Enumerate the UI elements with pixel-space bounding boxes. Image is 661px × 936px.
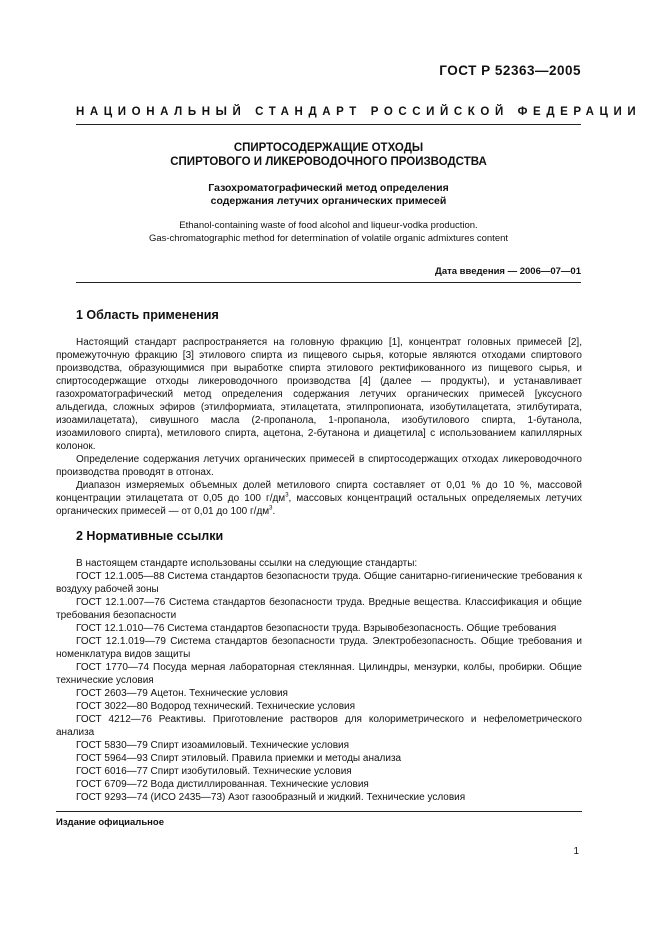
- text-fragment: .: [272, 506, 276, 517]
- header-divider: [76, 124, 581, 125]
- reference-item: ГОСТ 1770—74 Посуда мерная лабораторная стеклянная. Цилиндры, мензурки, колбы, пробирки. Общие технические условия: [56, 662, 582, 686]
- section-1-heading: 1 Область применения: [76, 308, 219, 322]
- introduction-date: Дата введения — 2006—07—01: [435, 266, 581, 277]
- reference-item: ГОСТ 12.1.005—88 Система стандартов безопасности труда. Общие санитарно-гигиенические требования к воздуху рабочей зоны: [56, 571, 582, 595]
- page-number: 1: [573, 846, 579, 857]
- section-2-heading: 2 Нормативные ссылки: [76, 529, 224, 543]
- title-line-1: СПИРТОСОДЕРЖАЩИЕ ОТХОДЫ: [233, 142, 424, 154]
- document-subtitle: [76, 182, 581, 208]
- text-fragment: Диапазон измеряемых объемных долей метилового спирта составляет от 0,01 % до 10 %, массовой концентрации этилацетата от 0,05 до 100 г/дм: [56, 480, 582, 504]
- paragraph: В настоящем стандарте использованы ссылки на следующие стандарты:: [76, 558, 418, 569]
- reference-item: ГОСТ 5964—93 Спирт этиловый. Правила приемки и методы анализа: [76, 753, 402, 764]
- document-title: [76, 141, 581, 169]
- edition-label: Издание официальное: [56, 817, 164, 828]
- reference-item: ГОСТ 6709—72 Вода дистиллированная. Технические условия: [76, 779, 369, 790]
- subtitle-line-2: содержания летучих органических примесей: [210, 195, 447, 207]
- reference-item: ГОСТ 2603—79 Ацетон. Технические условия: [76, 688, 288, 699]
- english-line-1: Ethanol-containing waste of food alcohol and liqueur-vodka production.: [179, 220, 478, 231]
- section-1-body: [56, 336, 582, 518]
- english-line-2: Gas-chromatographic method for determination of volatile organic admixtures content: [148, 233, 509, 244]
- text-fragment: , массовых концентраций остальных определяемых летучих органических примесей — от 0,01 до 100 г/дм: [56, 493, 582, 517]
- superscript: 3: [285, 492, 289, 499]
- national-standard-banner: НАЦИОНАЛЬНЫЙ СТАНДАРТ РОССИЙСКОЙ ФЕДЕРАЦИИ: [76, 106, 642, 118]
- date-divider: [76, 282, 581, 283]
- paragraph: Настоящий стандарт распространяется на головную фракцию [1], концентрат головных примесей [2], промежуточную фракцию [3] этилового спирта из пищевого сырья, которые являются отходами спиртового производства, образующимися при выработке спирта этилового ректификованного из пищевого сырья, и спиртосодержащие отходы ликероводочного производства [4] (далее — продукты), и устанавливает газохроматографический метод определения содержания летучих органических примесей [уксусного альдегида, сложных эфиров (этилформиата, этилацетата, этилпропионата, изобутилацетата, этилбутирата, изоамилацетата), сивушного масла (2-пропанола, 1-пропанола, изобутилового спирта, 1-бутанола, изоамилового спирта), метилового спирта, ацетона, 2-бутанона и диацетила] с использованием капиллярных колонок.: [56, 337, 582, 452]
- reference-item: ГОСТ 9293—74 (ИСО 2435—73) Азот газообразный и жидкий. Технические условия: [76, 792, 466, 803]
- section-2-body: [56, 557, 582, 804]
- gost-number: ГОСТ Р 52363—2005: [439, 63, 581, 78]
- paragraph: [56, 479, 582, 518]
- reference-item: ГОСТ 12.1.010—76 Система стандартов безопасности труда. Взрывобезопасность. Общие требования: [76, 623, 557, 634]
- reference-item: ГОСТ 6016—77 Спирт изобутиловый. Технические условия: [76, 766, 352, 777]
- english-title: [76, 219, 581, 245]
- subtitle-line-1: Газохроматографический метод определения: [208, 182, 449, 194]
- footer-divider: [56, 811, 582, 812]
- reference-item: ГОСТ 5830—79 Спирт изоамиловый. Технические условия: [76, 740, 350, 751]
- title-line-2: СПИРТОВОГО И ЛИКЕРОВОДОЧНОГО ПРОИЗВОДСТВА: [170, 156, 487, 168]
- superscript: 3: [269, 505, 273, 512]
- paragraph: Определение содержания летучих органических примесей в спиртосодержащих отходах ликероводочного производства проводят в отгонах.: [56, 454, 582, 478]
- reference-item: ГОСТ 4212—76 Реактивы. Приготовление растворов для колориметрического и нефелометрического анализа: [56, 714, 582, 738]
- reference-item: ГОСТ 12.1.019—79 Система стандартов безопасности труда. Электробезопасность. Общие требования и номенклатура видов защиты: [56, 636, 582, 660]
- reference-item: ГОСТ 12.1.007—76 Система стандартов безопасности труда. Вредные вещества. Классификация и общие требования безопасности: [56, 597, 582, 621]
- reference-item: ГОСТ 3022—80 Водород технический. Технические условия: [76, 701, 356, 712]
